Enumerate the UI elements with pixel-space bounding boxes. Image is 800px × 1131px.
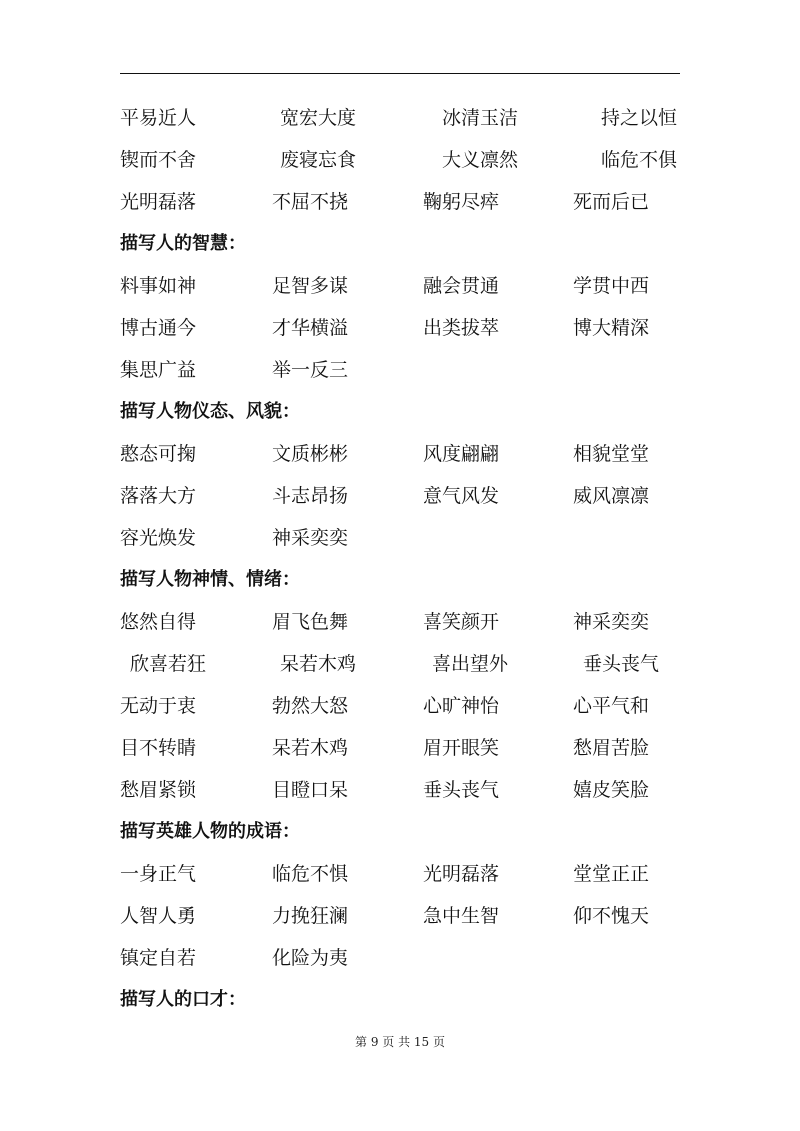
idiom: 临危不俱 <box>601 149 678 171</box>
section-heading-wisdom: 描写人的智慧： <box>120 233 246 254</box>
idiom: 愁眉苦脸 <box>573 737 650 759</box>
idiom: 呆若木鸡 <box>280 653 357 675</box>
idiom: 相貌堂堂 <box>573 443 650 465</box>
idiom: 呆若木鸡 <box>272 737 349 759</box>
idiom: 堂堂正正 <box>573 863 650 885</box>
idiom: 风度翩翩 <box>423 443 500 465</box>
section-heading-hero: 描写英雄人物的成语： <box>120 821 300 842</box>
idiom: 才华横溢 <box>272 317 349 339</box>
idiom-row <box>120 853 700 895</box>
idiom: 举一反三 <box>272 359 349 381</box>
idiom: 垂头丧气 <box>583 653 660 675</box>
section-heading-emotion: 描写人物神情、情绪： <box>120 569 300 590</box>
page-footer: 第 9 页 共 15 页 <box>355 1035 445 1049</box>
idiom-row <box>120 349 700 391</box>
idiom: 眉飞色舞 <box>272 611 349 633</box>
idiom: 光明磊落 <box>120 191 197 213</box>
idiom: 学贯中西 <box>573 275 650 297</box>
idiom: 平易近人 <box>120 107 197 129</box>
idiom: 临危不惧 <box>272 863 349 885</box>
idiom: 废寝忘食 <box>280 149 357 171</box>
idiom: 博大精深 <box>573 317 650 339</box>
idiom: 鞠躬尽瘁 <box>423 191 500 213</box>
idiom: 落落大方 <box>120 485 197 507</box>
idiom-row <box>120 97 700 139</box>
idiom-row <box>120 265 700 307</box>
idiom: 欣喜若狂 <box>130 653 207 675</box>
idiom: 锲而不舍 <box>120 149 197 171</box>
idiom: 冰清玉洁 <box>442 107 519 129</box>
idiom: 眉开眼笑 <box>423 737 500 759</box>
idiom-row <box>120 685 700 727</box>
idiom: 嬉皮笑脸 <box>573 779 650 801</box>
section-heading-eloquence: 描写人的口才： <box>120 989 246 1010</box>
idiom: 镇定自若 <box>120 947 197 969</box>
idiom: 光明磊落 <box>423 863 500 885</box>
idiom-row <box>120 307 700 349</box>
idiom: 文质彬彬 <box>272 443 349 465</box>
idiom-row <box>120 475 700 517</box>
idiom: 愁眉紧锁 <box>120 779 197 801</box>
idiom: 宽宏大度 <box>280 107 357 129</box>
idiom-row <box>120 937 700 979</box>
idiom: 博古通今 <box>120 317 197 339</box>
idiom: 斗志昂扬 <box>272 485 349 507</box>
idiom: 喜笑颜开 <box>423 611 500 633</box>
idiom: 人智人勇 <box>120 905 197 927</box>
idiom: 意气风发 <box>423 485 500 507</box>
idiom: 目不转睛 <box>120 737 197 759</box>
idiom-row <box>120 895 700 937</box>
idiom: 持之以恒 <box>601 107 678 129</box>
idiom-row <box>120 517 700 559</box>
header-rule <box>120 73 680 74</box>
idiom: 勃然大怒 <box>272 695 349 717</box>
idiom: 融会贯通 <box>423 275 500 297</box>
idiom: 不屈不挠 <box>272 191 349 213</box>
idiom: 大义凛然 <box>442 149 519 171</box>
idiom: 料事如神 <box>120 275 197 297</box>
idiom: 集思广益 <box>120 359 197 381</box>
idiom: 一身正气 <box>120 863 197 885</box>
idiom: 死而后已 <box>573 191 650 213</box>
idiom: 足智多谋 <box>272 275 349 297</box>
idiom: 容光焕发 <box>120 527 197 549</box>
idiom: 垂头丧气 <box>423 779 500 801</box>
idiom: 出类拔萃 <box>423 317 500 339</box>
idiom: 喜出望外 <box>432 653 509 675</box>
idiom: 急中生智 <box>423 905 500 927</box>
idiom: 威风凛凛 <box>573 485 650 507</box>
idiom-row <box>120 601 700 643</box>
idiom: 神采奕奕 <box>573 611 650 633</box>
idiom-row <box>120 643 700 685</box>
idiom: 力挽狂澜 <box>272 905 349 927</box>
idiom: 仰不愧天 <box>573 905 650 927</box>
idiom: 悠然自得 <box>120 611 197 633</box>
idiom-row <box>120 139 700 181</box>
idiom: 神采奕奕 <box>272 527 349 549</box>
idiom-row <box>120 769 700 811</box>
idiom-row <box>120 727 700 769</box>
idiom: 心旷神怡 <box>423 695 500 717</box>
page-content <box>120 97 700 1021</box>
idiom-row <box>120 181 700 223</box>
section-heading-appearance: 描写人物仪态、风貌： <box>120 401 300 422</box>
idiom: 无动于衷 <box>120 695 197 717</box>
idiom: 心平气和 <box>573 695 650 717</box>
idiom-row <box>120 433 700 475</box>
idiom: 憨态可掬 <box>120 443 197 465</box>
idiom: 目瞪口呆 <box>272 779 349 801</box>
idiom: 化险为夷 <box>272 947 349 969</box>
